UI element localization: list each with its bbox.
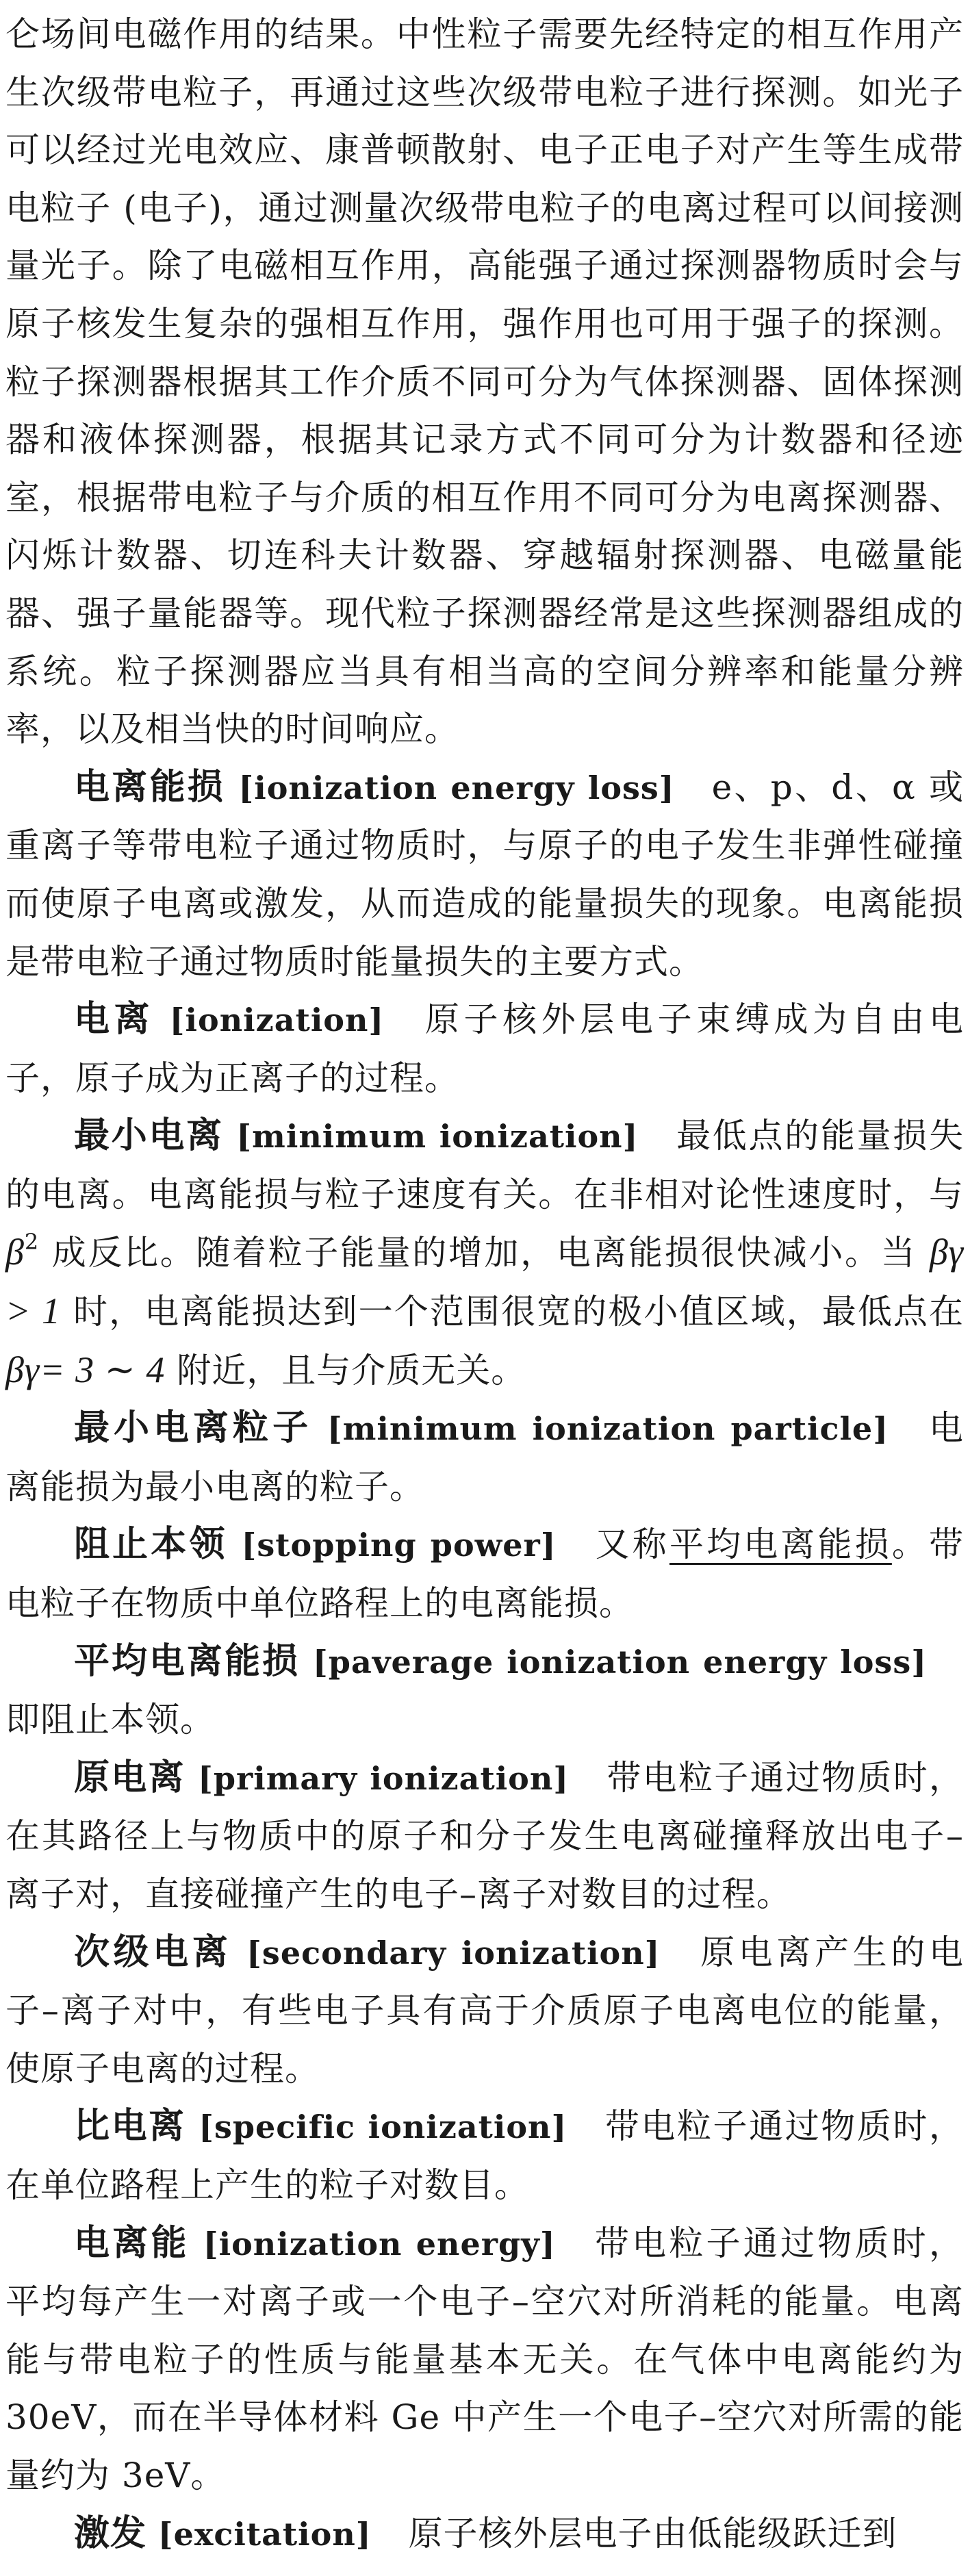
- entry-definition-part: 成反比。随着粒子能量的增加，电离能损很快减小。当: [39, 1233, 930, 1273]
- entry-definition-part: 最低点的能量损失的电离。电离能损与粒子速度有关。在非相对论性速度时，与: [5, 1116, 964, 1214]
- document-page: [5, 5, 964, 2563]
- entry-primary-ionization: [5, 1749, 964, 1924]
- entry-definition: 即阻止本领。: [5, 1700, 215, 1740]
- entry-excitation: [5, 2505, 964, 2564]
- entry-english: [ionization energy]: [203, 2225, 556, 2262]
- entry-english: [minimum ionization]: [236, 1118, 639, 1156]
- entry-stopping-power: [5, 1516, 964, 1632]
- entry-term: 电离能损: [74, 765, 226, 808]
- entry-english: [primary ionization]: [198, 1759, 570, 1797]
- entry-term: 比电离: [74, 2105, 186, 2147]
- entry-definition: 原子核外层电子由低能级跃迁到: [408, 2513, 897, 2553]
- entry-term: 电离能: [74, 2221, 190, 2264]
- entry-term: 激发: [74, 2512, 147, 2554]
- entry-term: 电离: [74, 998, 155, 1041]
- beta-symbol: β: [5, 1232, 25, 1273]
- entry-definition: 带电粒子通过物质时，平均每产生一对离子或一个电子–空穴对所消耗的能量。电离能与带电粒子的性质与能量基本无关。在气体中电离能约为 30eV，而在半导体材料 Ge 中产生一个电子–空穴对所需的能量约为 3eV。: [5, 2223, 964, 2495]
- entry-average-ionization-energy-loss: [5, 1633, 964, 1749]
- entry-definition-part: 时，电离能损达到一个范围很宽的极小值区域，最低点在: [61, 1292, 964, 1332]
- entry-english: [specific ionization]: [199, 2108, 567, 2146]
- entry-definition: 原电离产生的电子–离子对中，有些电子具有高于介质原子电离电位的能量，使原子电离的过程。: [5, 1932, 964, 2089]
- entry-english: [paverage ionization energy loss]: [313, 1643, 927, 1681]
- entry-minimum-ionization-particle: [5, 1399, 964, 1516]
- entry-definition-part: 附近，且与介质无关。: [165, 1350, 526, 1390]
- entry-definition: e、p、d、α 或重离子等带电粒子通过物质时，与原子的电子发生非弹性碰撞而使原子电离或激发，从而造成的能量损失的现象。电离能损是带电粒子通过物质时能量损失的主要方式。: [5, 767, 964, 982]
- entry-definition-part: 又称: [593, 1525, 669, 1565]
- entry-specific-ionization: [5, 2097, 964, 2214]
- intro-paragraph: 仑场间电磁作用的结果。中性粒子需要先经特定的相互作用产生次级带电粒子，再通过这些次级带电粒子进行探测。如光子可以经过光电效应、康普顿散射、电子正电子对产生等生成带电粒子 (电子)，通过测量次级带电粒子的电离过程可以间接测量光子。除了电磁相互作用，高能强子通过探测器物质时会与原子核发生复杂的强相互作用，强作用也可用于强子的探测。粒子探测器根据其工作介质不同可分为气体探测器、固体探测器和液体探测器，根据其记录方式不同可分为计数器和径迹室，根据带电粒子与介质的相互作用不同可分为电离探测器、闪烁计数器、切连科夫计数器、穿越辐射探测器、电磁量能器、强子量能器等。现代粒子探测器经常是这些探测器组成的系统。粒子探测器应当具有相当高的空间分辨率和能量分辨率，以及相当快的时间响应。: [5, 14, 964, 750]
- entry-english: [stopping power]: [241, 1527, 557, 1564]
- entry-english: [ionization]: [169, 1002, 385, 1039]
- entry-ionization-energy: [5, 2215, 964, 2505]
- entry-term: 最小电离粒子: [74, 1407, 313, 1449]
- entry-definition: 电离能损为最小电离的粒子。: [5, 1408, 964, 1507]
- entry-definition: 带电粒子通过物质时，在其路径上与物质中的原子和分子发生电离碰撞释放出电子–离子对，直接碰撞产生的电子–离子对数目的过程。: [5, 1757, 964, 1914]
- entry-minimum-ionization: [5, 1107, 964, 1399]
- math-condition-beta-gamma: βγ > 1: [5, 1232, 964, 1332]
- cross-reference-link[interactable]: 平均电离能损: [669, 1525, 892, 1565]
- entry-english: [excitation]: [157, 2515, 372, 2553]
- entry-term: 平均电离能损: [74, 1640, 301, 1682]
- entry-term: 次级电离: [74, 1930, 232, 1973]
- entry-english: [minimum ionization particle]: [327, 1410, 889, 1448]
- entry-ionization-energy-loss: [5, 758, 964, 991]
- exponent-two: 2: [24, 1229, 40, 1255]
- entry-definition-part: 。带电粒子在物质中单位路程上的电离能损。: [5, 1525, 965, 1624]
- entry-english: [ionization energy loss]: [238, 769, 675, 806]
- entry-definition: 原子核外层电子束缚成为自由电子，原子成为正离子的过程。: [5, 999, 964, 1098]
- entry-term: 最小电离: [74, 1114, 224, 1157]
- entry-term: 阻止本领: [74, 1523, 228, 1566]
- entry-secondary-ionization: [5, 1924, 964, 2098]
- entry-definition: 带电粒子通过物质时，在单位路程上产生的粒子对数目。: [5, 2106, 964, 2205]
- entry-term: 原电离: [74, 1756, 186, 1798]
- entry-english: [secondary ionization]: [246, 1934, 661, 1972]
- math-range-beta-gamma: βγ= 3 ∼ 4: [5, 1349, 166, 1390]
- entry-ionization: [5, 991, 964, 1107]
